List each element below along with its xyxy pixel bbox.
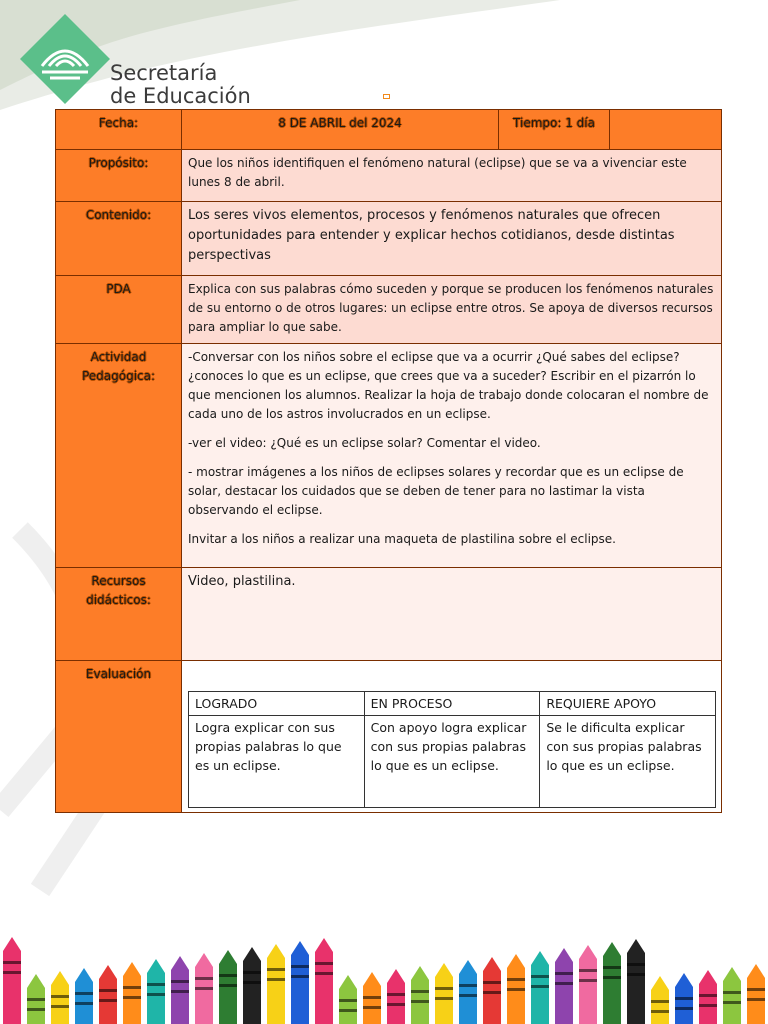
- rubric-header-requiere-apoyo: REQUIERE APOYO: [540, 692, 716, 716]
- crayon-icon: [51, 971, 69, 1024]
- crayon-icon: [651, 976, 669, 1024]
- tiempo-label: Tiempo: 1 día: [499, 110, 610, 150]
- pda-text: Explica con sus palabras cómo suceden y porque se producen los fenómenos naturales de su entorno o de otros lugares: un eclipse entre otros. Se apoya de diversos recursos para ampliar lo que sabe.: [182, 276, 722, 344]
- actividad-paragraph-3: - mostrar imágenes a los niños de eclipses solares y recordar que es un eclipse de solar, destacar los cuidados que se deben de tener para no lastimar la vista observando el eclipse.: [188, 465, 684, 517]
- rubric-table: [188, 691, 716, 808]
- rubric-cell-en-proceso: Con apoyo logra explicar con sus propias palabras lo que es un eclipse.: [364, 716, 540, 808]
- recursos-text: Video, plastilina.: [182, 568, 722, 661]
- crayon-icon: [339, 975, 357, 1024]
- crayon-icon: [723, 967, 741, 1024]
- recursos-label: Recursos didácticos:: [56, 568, 182, 661]
- contenido-text: Los seres vivos elementos, procesos y fenómenos naturales que ofrecen oportunidades para entender y explicar hechos cotidianos, desde distintas perspectivas: [182, 202, 722, 276]
- logo-line-1: Secretaría: [110, 61, 218, 85]
- crayon-icon: [459, 960, 477, 1024]
- sep-logo-wordmark: [110, 62, 251, 108]
- crayon-icon: [219, 950, 237, 1024]
- crayon-icon: [627, 939, 645, 1024]
- crayon-icon: [411, 966, 429, 1024]
- actividad-paragraph-4: Invitar a los niños a realizar una maqueta de plastilina sobre el eclipse.: [188, 532, 616, 546]
- rubric-cell-logrado: Logra explicar con sus propias palabras lo que es un eclipse.: [189, 716, 365, 808]
- crayon-icon: [291, 941, 309, 1024]
- crayon-icon: [99, 965, 117, 1024]
- logo-line-2: de Educación: [110, 84, 251, 108]
- crayon-border-decoration: [0, 925, 768, 1024]
- actividad-paragraph-1: -Conversar con los niños sobre el eclipse que va a ocurrir ¿Qué sabes del eclipse? ¿conoces lo que es un eclipse, que crees que va a suceder? Escribir en el pizarrón lo que mencionen los alumnos. Realizar la hoja de trabajo donde colocaran el nombre de cada uno de los astros involucrados en un eclipse.: [188, 350, 709, 421]
- actividad-label: Actividad Pedagógica:: [56, 344, 182, 568]
- crayon-icon: [507, 954, 525, 1024]
- small-orange-mark: [383, 94, 390, 99]
- fecha-label: Fecha:: [56, 110, 182, 150]
- crayon-icon: [171, 956, 189, 1024]
- crayon-icon: [603, 942, 621, 1024]
- rubric-header-en-proceso: EN PROCESO: [364, 692, 540, 716]
- planning-table: [55, 109, 722, 813]
- proposito-label: Propósito:: [56, 150, 182, 202]
- actividad-cell: [182, 344, 722, 568]
- evaluacion-label: Evaluación: [56, 661, 182, 813]
- crayon-icon: [3, 937, 21, 1024]
- crayon-icon: [387, 969, 405, 1024]
- pda-label: PDA: [56, 276, 182, 344]
- crayon-icon: [579, 945, 597, 1024]
- crayon-icon: [147, 959, 165, 1024]
- crayon-icon: [27, 974, 45, 1024]
- proposito-text: Que los niños identifiquen el fenómeno natural (eclipse) que se va a vivenciar este lunes 8 de abril.: [182, 150, 722, 202]
- crayon-icon: [531, 951, 549, 1024]
- rubric-cell-requiere-apoyo: Se le dificulta explicar con sus propias palabras lo que es un eclipse.: [540, 716, 716, 808]
- crayon-icon: [267, 944, 285, 1024]
- rubric-header-logrado: LOGRADO: [189, 692, 365, 716]
- crayon-icon: [699, 970, 717, 1024]
- crayon-icon: [555, 948, 573, 1024]
- crayon-icon: [243, 947, 261, 1024]
- crayon-icon: [195, 953, 213, 1024]
- evaluacion-cell: [182, 661, 722, 813]
- crayon-icon: [675, 973, 693, 1024]
- actividad-paragraph-2: -ver el video: ¿Qué es un eclipse solar? Comentar el video.: [188, 436, 541, 450]
- fecha-value: 8 DE ABRIL del 2024: [182, 110, 499, 150]
- tiempo-value: [610, 110, 722, 150]
- crayon-icon: [123, 962, 141, 1024]
- crayon-icon: [435, 963, 453, 1024]
- crayon-icon: [363, 972, 381, 1024]
- contenido-label: Contenido:: [56, 202, 182, 276]
- crayon-icon: [483, 957, 501, 1024]
- crayon-icon: [315, 938, 333, 1024]
- sep-logo-icon: [20, 14, 110, 104]
- crayon-icon: [747, 964, 765, 1024]
- crayon-icon: [75, 968, 93, 1024]
